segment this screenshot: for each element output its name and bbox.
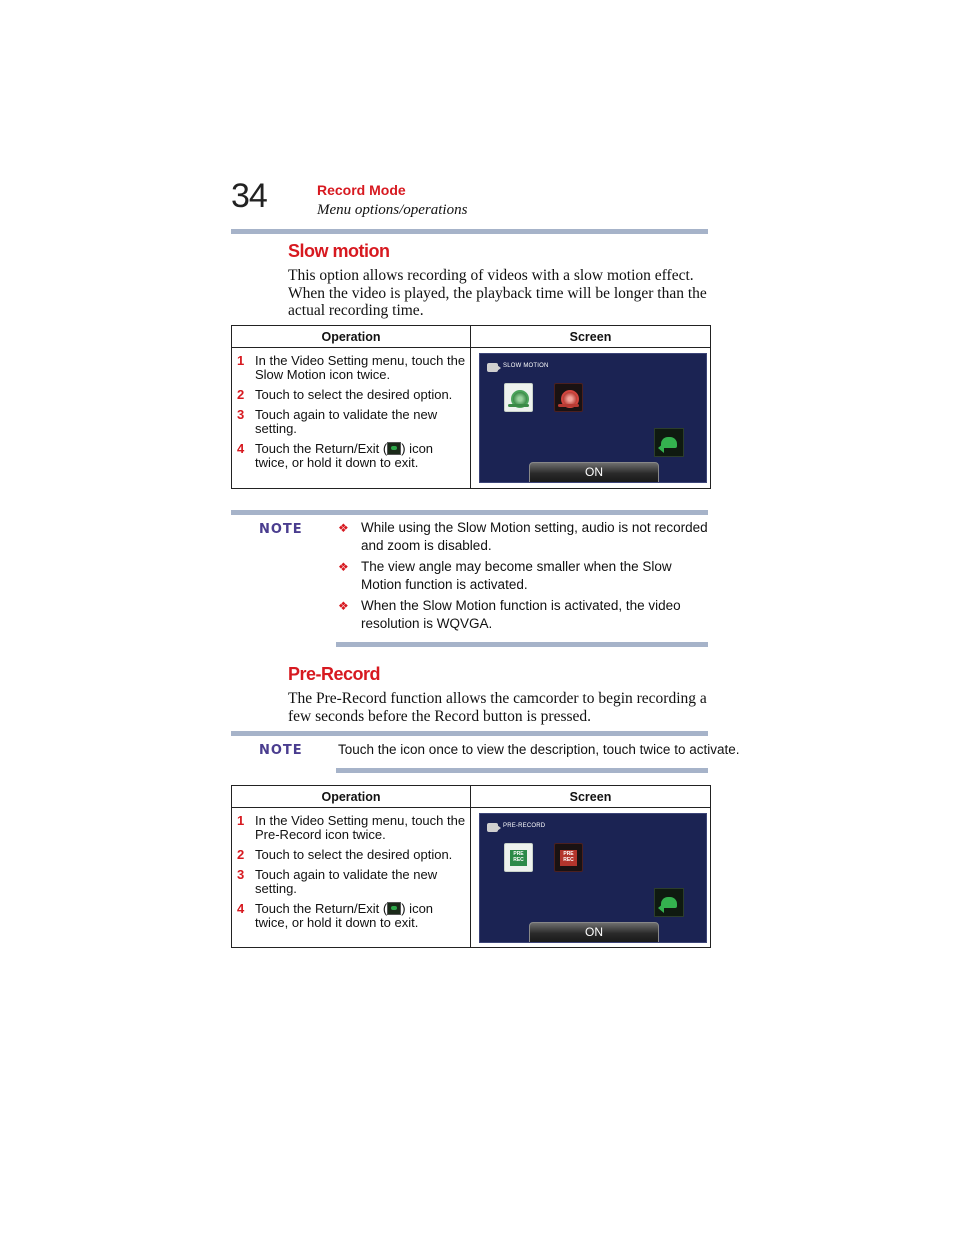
step-text-part: ) icon twice, or hold it down to exit.	[255, 441, 434, 470]
screen-title: SLOW MOTION	[503, 363, 549, 369]
step-2	[236, 388, 466, 402]
step-number: 1	[237, 813, 245, 828]
step-text	[255, 902, 466, 930]
step-number: 4	[237, 441, 245, 456]
step-number: 2	[237, 847, 245, 862]
chapter-title: Record Mode	[317, 182, 406, 198]
bullet-diamond-icon: ❖	[338, 560, 349, 574]
slow-motion-on-icon[interactable]	[504, 383, 533, 412]
screen-column-header: Screen	[471, 786, 711, 808]
note-item	[338, 597, 710, 633]
page-number: 34	[231, 177, 267, 215]
pre-record-screen	[479, 813, 707, 943]
pre-record-description: The Pre-Record function allows the camcorder to begin recording a few seconds before the Record button is pressed.	[288, 690, 707, 725]
pre-record-table	[231, 785, 711, 948]
return-icon[interactable]	[654, 428, 684, 457]
step-text: In the Video Setting menu, touch the Pre-Record icon twice.	[255, 813, 466, 842]
pre-record-off-icon[interactable]	[554, 843, 583, 872]
screen-title: PRE-RECORD	[503, 823, 546, 829]
note-item-text: When the Slow Motion function is activated, the video resolution is WQVGA.	[361, 598, 681, 631]
status-bar: ON	[529, 922, 659, 943]
operation-column-header: Operation	[232, 326, 471, 348]
screen-cell	[471, 348, 711, 489]
step-1	[236, 814, 466, 842]
pre-rec-label: PRE REC	[560, 850, 577, 866]
note-label: NOTE	[259, 743, 303, 758]
step-text-part: Touch the Return/Exit (	[255, 901, 388, 916]
snail-body	[508, 404, 529, 407]
step-text: Touch to select the desired option.	[255, 847, 453, 862]
step-number: 4	[237, 901, 245, 916]
note-bottom-rule	[336, 768, 708, 773]
slow-motion-table	[231, 325, 711, 489]
slow-motion-off-icon[interactable]	[554, 383, 583, 412]
header-rule	[231, 229, 708, 234]
note-item-text: While using the Slow Motion setting, audio is not recorded and zoom is disabled.	[361, 520, 708, 553]
note-item	[338, 519, 710, 555]
status-bar: ON	[529, 462, 659, 483]
step-4	[236, 902, 466, 930]
camcorder-icon	[487, 363, 498, 372]
note-item	[338, 558, 710, 594]
chapter-subtitle: Menu options/operations	[317, 202, 468, 218]
step-number: 2	[237, 387, 245, 402]
camcorder-icon	[487, 823, 498, 832]
pre-record-on-icon[interactable]	[504, 843, 533, 872]
step-2	[236, 848, 466, 862]
pre-rec-label: PRE REC	[510, 850, 527, 866]
step-number: 3	[237, 407, 245, 422]
snail-body	[558, 404, 579, 407]
operation-steps-cell	[232, 348, 471, 489]
operation-steps-cell	[232, 808, 471, 948]
slow-motion-description: This option allows recording of videos with a slow motion effect. When the video is played, the playback time will be longer than the actual recording time.	[288, 267, 707, 319]
step-text: Touch again to validate the new setting.	[255, 407, 438, 436]
pre-record-heading: Pre-Record	[288, 664, 381, 684]
note-bottom-rule	[336, 642, 708, 647]
step-text: In the Video Setting menu, touch the Slow Motion icon twice.	[255, 353, 466, 382]
step-4	[236, 442, 466, 470]
screen-cell	[471, 808, 711, 948]
step-text	[255, 442, 466, 470]
step-3	[236, 408, 466, 436]
note-item-text: The view angle may become smaller when the Slow Motion function is activated.	[361, 559, 672, 592]
return-exit-icon	[387, 902, 401, 915]
step-text: Touch to select the desired option.	[255, 387, 453, 402]
return-exit-icon	[387, 442, 401, 455]
step-text-part: ) icon twice, or hold it down to exit.	[255, 901, 434, 930]
note-list	[338, 519, 710, 636]
return-icon[interactable]	[654, 888, 684, 917]
bullet-diamond-icon: ❖	[338, 599, 349, 613]
slow-motion-screen	[479, 353, 707, 483]
operation-column-header: Operation	[232, 786, 471, 808]
note-top-rule	[231, 510, 708, 515]
step-1	[236, 354, 466, 382]
step-number: 3	[237, 867, 245, 882]
note-top-rule	[231, 731, 708, 736]
step-number: 1	[237, 353, 245, 368]
step-text: Touch again to validate the new setting.	[255, 867, 438, 896]
step-text-part: Touch the Return/Exit (	[255, 441, 388, 456]
screen-column-header: Screen	[471, 326, 711, 348]
bullet-diamond-icon: ❖	[338, 521, 349, 535]
step-3	[236, 868, 466, 896]
note-text: Touch the icon once to view the description, touch twice to activate.	[338, 742, 740, 757]
note-label: NOTE	[259, 522, 303, 537]
slow-motion-heading: Slow motion	[288, 241, 390, 261]
